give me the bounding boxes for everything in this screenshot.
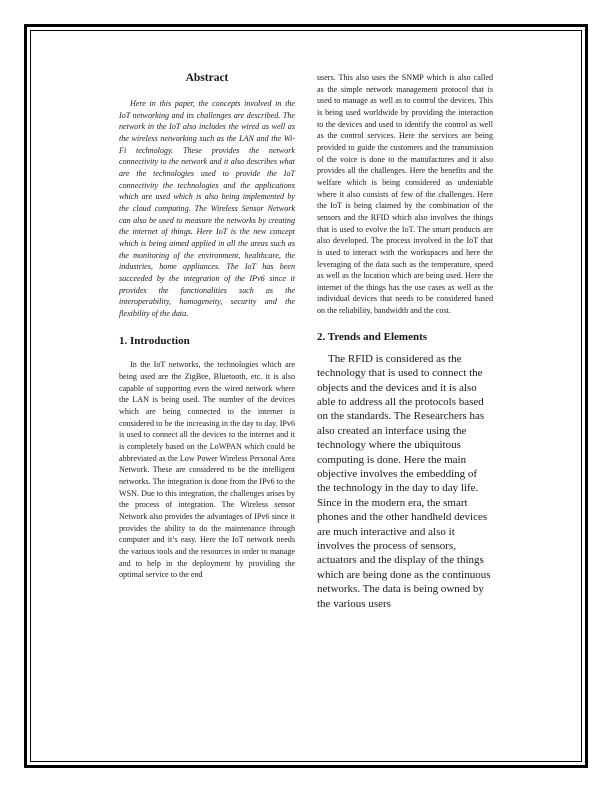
right-column — [317, 72, 493, 611]
introduction-continuation: users. This also uses the SNMP which is also called as the simple network management protocol that is used to manage as well as to control the devices. This is being used worldwide by providing the interaction to the devices and used to identify the control as well as the control services. Here the services are being provided to guide the customers and the transmission of the voice is done to the manufactures and it also provides all the challenges. Here the benefits and the welfare which is being considered as undeniable where it also consists of few of the challenges. Here the IoT is being claimed by the combination of the sensors and the RFID which also involves the things that is used to evolve the IoT. The smart products are also developed. The process involved in the IoT that is used to interact with the workspaces and here the leveraging of the data such as the temperature, speed as well as the location which are being used. Here the internet of the things has the use cases as well as the individual devices that needs to be considered based on the reliability, bandwidth and the cost. — [317, 73, 493, 316]
left-column — [119, 72, 295, 581]
abstract-text: Here in this paper, the concepts involved in the IoT networking and its challenges are described. The network in the IoT also includes the wired as well as the wireless networking such as the LAN and the Wi-Fi technology. These provides the network connectivity to the network and it also describes what are the technologies used to provide the IoT connectivity the technologies and the applications which are used which is also being implemented by the cloud computing. The Wireless Sensor Network can also be used to measure the networks by creating the internet of things. Here IoT is the new concept which is being aimed applied in all the areas such as the monitoring of the environment, healthcare, the industries, home appliances. The IoT has been succeeded by the integration of the IPv6 since it provides the functionalities such as the interoperability, homogeneity, security and the flexibility of the data. — [119, 99, 295, 318]
trends-heading: 2. Trends and Elements — [317, 330, 428, 343]
page-border-inner — [30, 30, 582, 762]
trends-text: The RFID is considered as the technology that is used to connect the objects and the devices and it is also able to address all the protocols based on the standards. The Researchers has also created an interface using the technology where the ubiquitous computing is done. Here the main objective involves the embedding of the technology in the day to day life. Since in the modern era, the smart phones and the other handheld devices are much interactive and also it involves the process of sensors, actuators and the display of the things which are being done as the continuous networks. The data is being owned by the various users — [317, 352, 491, 610]
introduction-text: In the IoT networks, the technologies which are being used are the ZigBee, Bluetooth, etc. it is also capable of supporting even the wired network where the LAN is being used. The number of the devices which are being connected to the internet is considered to be the increasing in the day to day. IPv6 is used to connect all the devices to the internet and it is completely based on the LoWPAN which could be abbreviated as the Low Power Wireless Personal Area Network. These are considered to be the intelligent networks. The integration is done from the IPv6 to the WSN. Due to this integration, the challenges arises by the process of integration. The Wireless sensor Network also provides the advantages of IPv6 since it provides the ability to do the maintenance through computer and it’s easy. Here the IoT network needs the various tools and the resources in order to manage and to help in the deployment by providing the optimal service to the end — [119, 360, 295, 580]
introduction-heading: 1. Introduction — [119, 335, 190, 348]
abstract-title: Abstract — [185, 72, 229, 84]
